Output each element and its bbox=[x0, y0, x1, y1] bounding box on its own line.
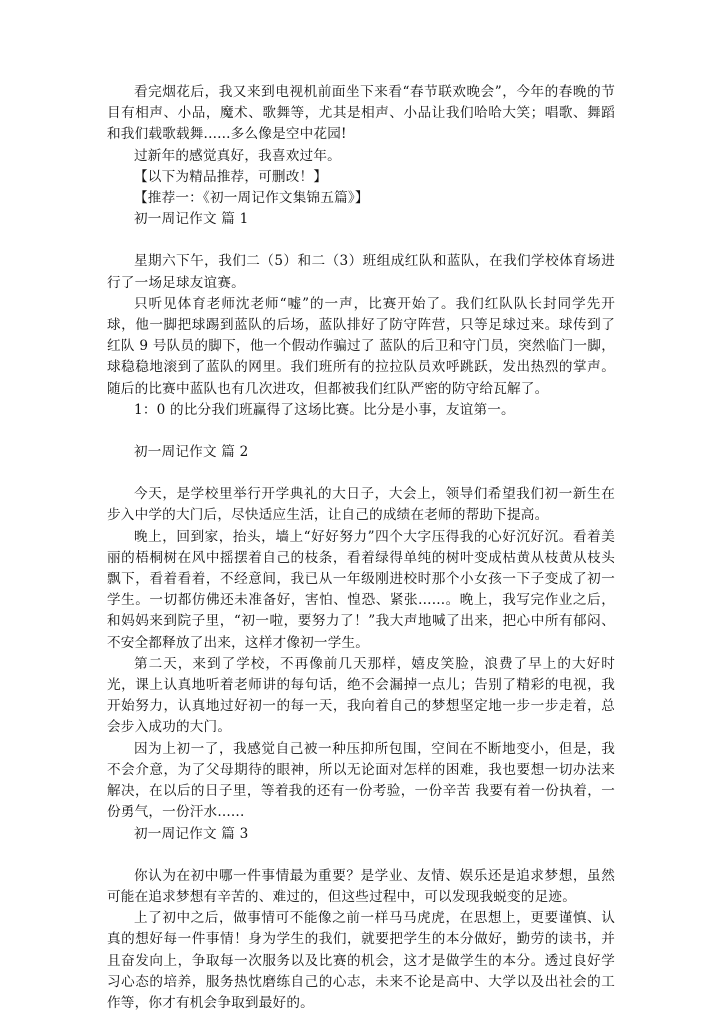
section-2-paragraph-2: 晚上，回到家，抬头，墙上“好好努力”四个大字压得我的心好沉好沉。看着美丽的梧桐树在风中摇摆着自己的枝条，看着绿得单纯的树叶变成枯黄从枝黄从枝头飘下，看着看着，不经意间，我已从一年级刚进校时那个小女孩一下子变成了初一学生。一切都仿佛还未准备好，害怕、惶恐、紧张......。晚上，我写完作业之后，和妈妈来到院子里，“初一啦，要努力了！”我大声地喊了出来，把心中所有郁闷、不安全都释放了出来，这样才像初一学生。 bbox=[107, 528, 615, 651]
section-3-paragraph-1: 你认为在初中哪一件事情最为重要？是学业、友情、娱乐还是追求梦想，虽然可能在追求梦想有辛苦的、难过的，但这些过程中，可以发现我蜕变的足迹。 bbox=[107, 867, 615, 905]
section-2-heading: 初一周记作文 篇 2 bbox=[134, 444, 249, 461]
section-2-paragraph-1: 今天，是学校里举行开学典礼的大日子，大会上，领导们希望我们初一新生在步入中学的大门后，尽快适应生活，让自己的成绩在老师的帮助下提高。 bbox=[107, 486, 615, 524]
section-2-paragraph-3: 第二天，来到了学校，不再像前几天那样，嬉皮笑脸，浪费了早上的大好时光，课上认真地听着老师讲的每句话，绝不会漏掉一点儿；告别了精彩的电视，我开始努力，认真地过好初一的每一天，我向着自己的梦想坚定地一步一步走着，总会步入成功的大门。 bbox=[107, 655, 615, 736]
document-body bbox=[107, 82, 615, 1014]
section-2-paragraph-4: 因为上初一了，我感觉自己被一种压抑所包围，空间在不断地变小，但是，我不会介意，为了父母期待的眼神，所以无论面对怎样的困难，我也要想一切办法来解决，在以后的日子里，等着我的还有一份考验，一份辛苦 我要有着一份执着，一份勇气，一份汗水...... bbox=[107, 740, 615, 821]
section-1-paragraph-2: 只听见体育老师沈老师“嘘”的一声，比赛开始了。我们红队队长封同学先开球，他一脚把球踢到蓝队的后场，蓝队排好了防守阵营，只等足球过来。球传到了红队 9 号队员的脚下，他一个假动作骗过了 蓝队的后卫和守门员，突然临门一脚，球稳稳地滚到了蓝队的网里。我们班所有的拉拉队员欢呼跳跃，发出热烈的掌声。随后的比赛中蓝队也有几次进攻，但都被我们红队严密的防守给瓦解了。 bbox=[107, 295, 615, 397]
section-1-heading: 初一周记作文 篇 1 bbox=[134, 211, 249, 228]
section-3-heading: 初一周记作文 篇 3 bbox=[134, 825, 249, 842]
section-1-paragraph-1: 星期六下午，我们二（5）和二（3）班组成红队和蓝队，在我们学校体育场进行了一场足球友谊赛。 bbox=[107, 253, 615, 291]
intro-paragraph-2: 过新年的感觉真好，我喜欢过年。 bbox=[134, 147, 341, 164]
intro-recommend-title: 【推荐一：《初一周记作文集锦五篇》】 bbox=[134, 190, 369, 207]
section-1-paragraph-3: 1：0 的比分我们班赢得了这场比赛。比分是小事，友谊第一。 bbox=[134, 401, 515, 418]
intro-recommend-note: 【以下为精品推荐，可删改！】 bbox=[134, 168, 328, 185]
section-3-paragraph-2: 上了初中之后，做事情可不能像之前一样马马虎虎，在思想上，更要谨慎、认真的想好每一件事情！身为学生的我们，就要把学生的本分做好，勤劳的读书，并且奋发向上，争取每一次服务以及比赛的机会，这才是做学生的本分。透过良好学习心态的培养，服务热忱磨练自己的心志，未来不论是高中、大学以及出社会的工作等，你才有机会争取到最好的。 bbox=[107, 910, 615, 1011]
intro-paragraph-1: 看完烟花后，我又来到电视机前面坐下来看“春节联欢晚会”，今年的春晚的节目有相声、小品，魔术、歌舞等，尤其是相声、小品让我们哈哈大笑；唱歌、舞蹈和我们载歌载舞......多么像是空中花园! bbox=[107, 84, 615, 143]
